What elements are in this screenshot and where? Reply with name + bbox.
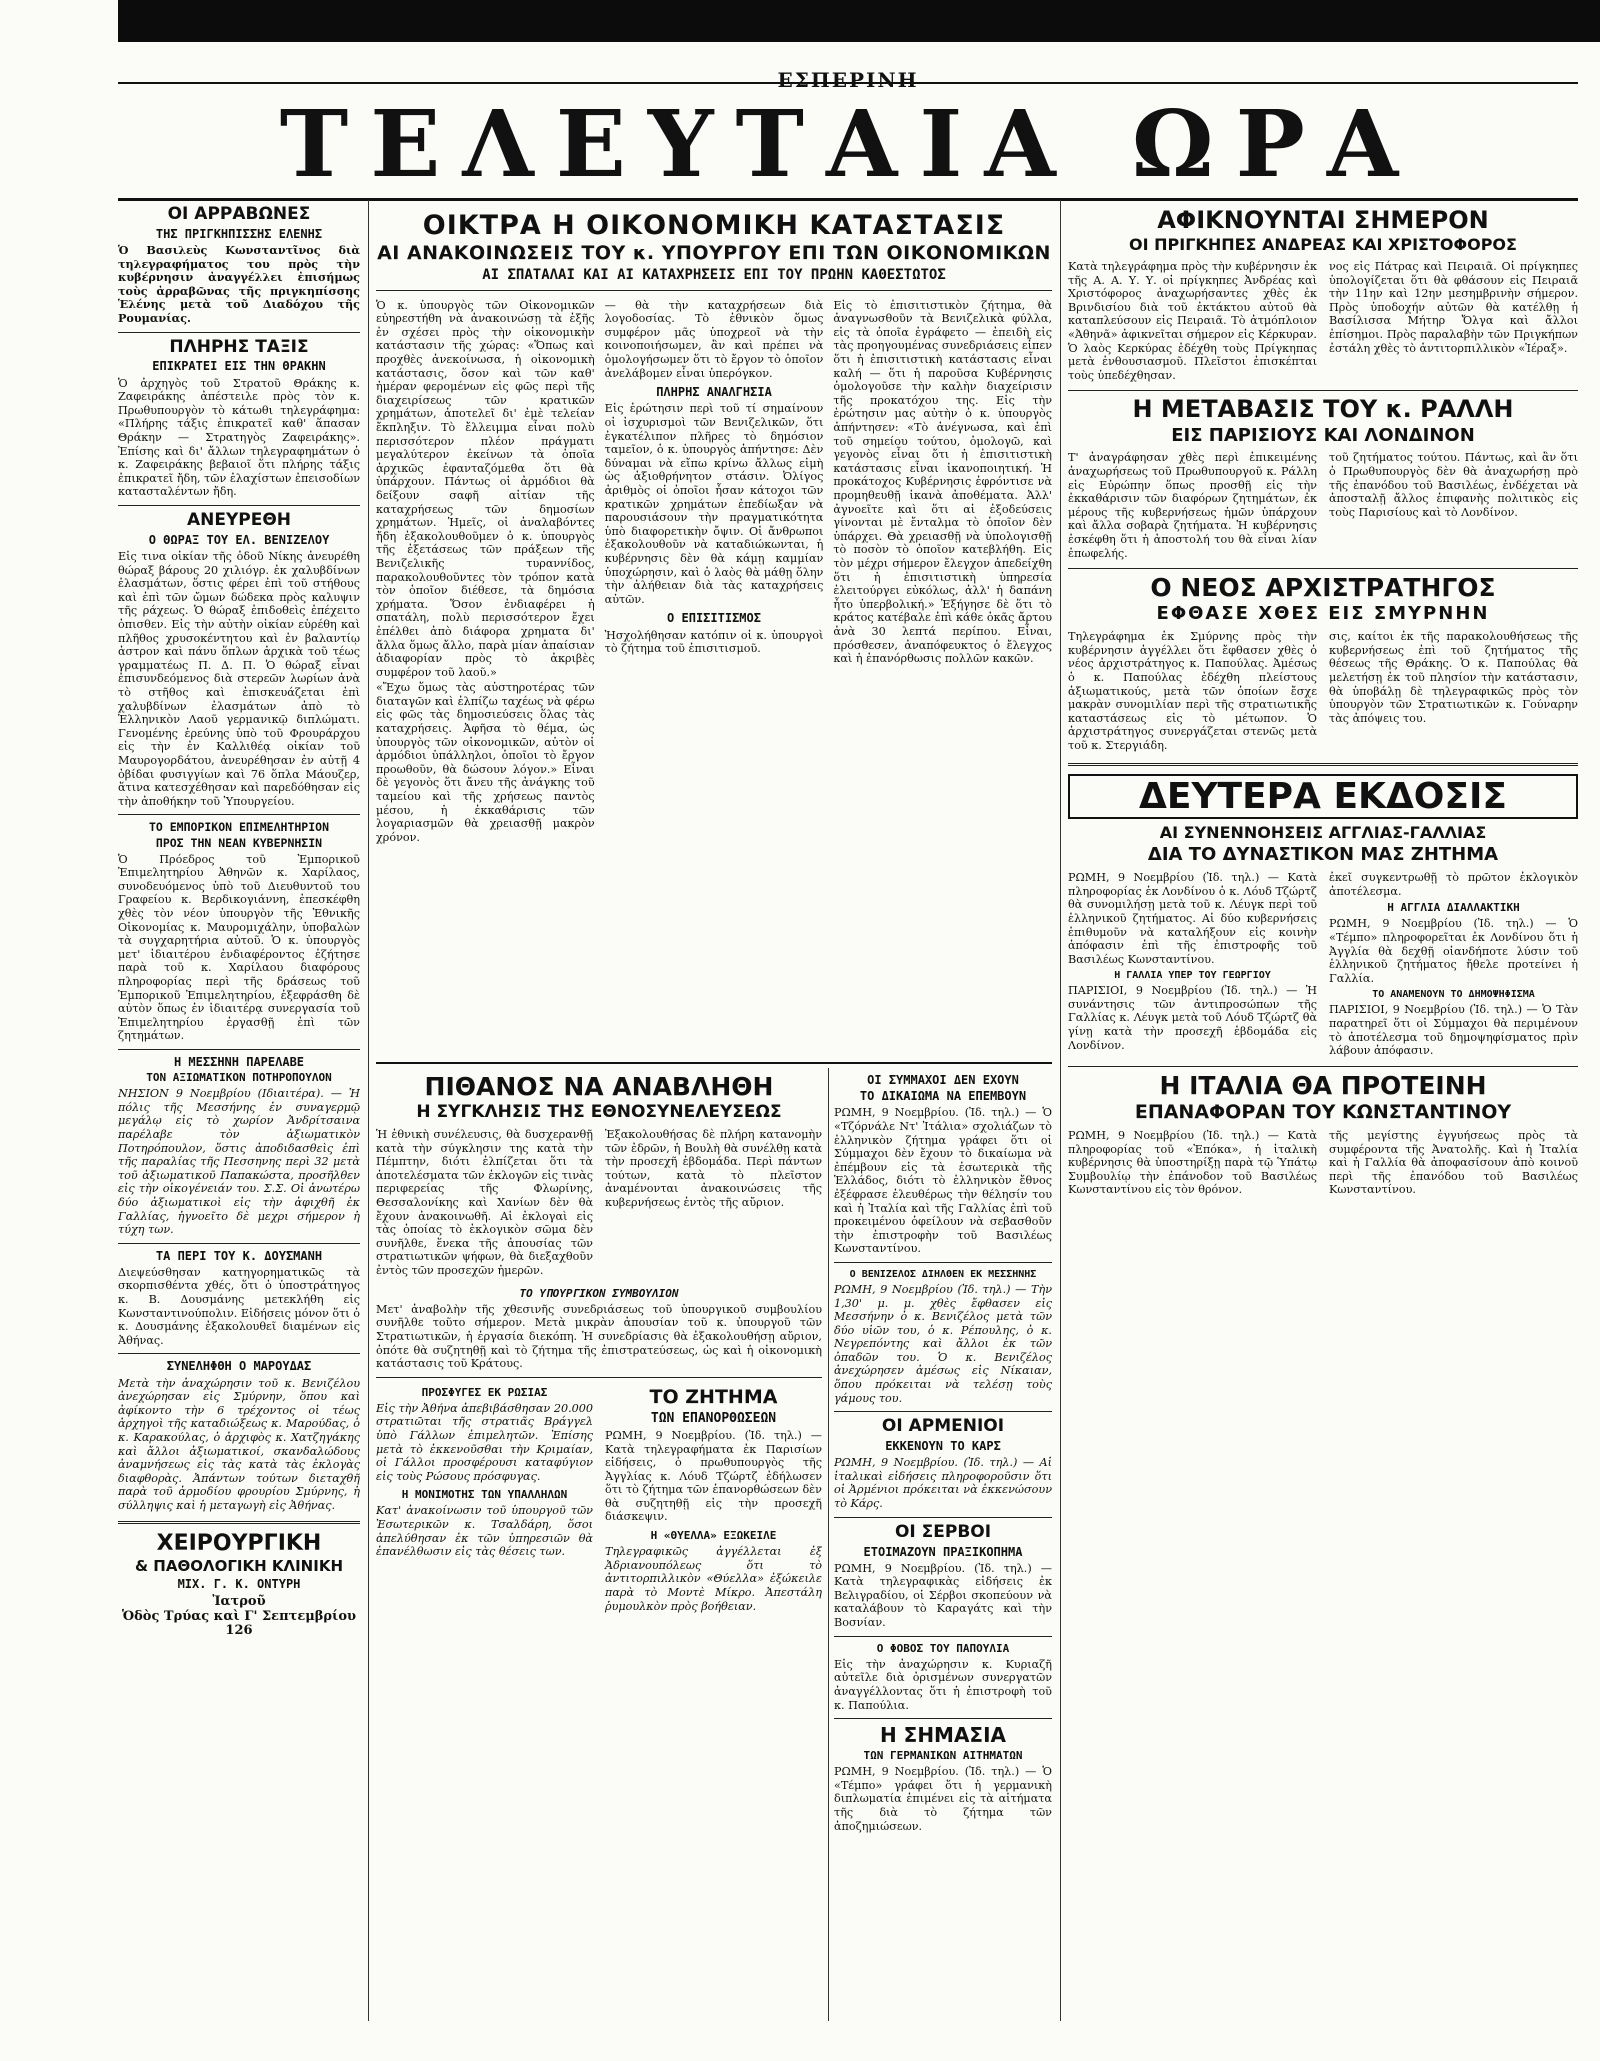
brief-text: Εἰς τὴν ἀναχώρησιν κ. Κυριαζῆ αὐτεῖλε διὰ ὀρισμένων συνεργατῶν ἀναγγέλλοντας ὅτι ἡ ἐπιστροφὴ τοῦ κ. Παπούλια. [834, 1657, 1052, 1712]
lead-title: ΟΙΚΤΡΑ Η ΟΙΚΟΝΟΜΙΚΗ ΚΑΤΑΣΤΑΣΙΣ [422, 210, 1006, 241]
article-title: ΑΝΕΥΡΕΘΗ [186, 509, 292, 530]
brief-title: ΟΙ ΑΡΜΕΝΙΟΙ [881, 1416, 1005, 1437]
article-text: Ὁ Πρόεδρος τοῦ Ἐμπορικοῦ Ἐπιμελητηρίου Ἀθηνῶν κ. Χαρίλαος, συνοδευόμενος ὑπὸ τοῦ Διευθυντοῦ του Γραφείου κ. Βερδικογιάννη, ἐπεσκέφθη χθὲς τὸν νέον ὑπουργὸν τῆς Ἐθνικῆς Οἰκονομίας κ. Μαυρομιχάλην, ὑποβαλὼν τὰ συγχαρητήρια αὐτοῦ. Ὁ κ. ὑπουργὸς μετ' ἰδιαιτέρου ἐνδιαφέροντος ἐζήτησε παρὰ τοῦ κ. Χαρίλαου διαφόρους πληροφορίας περὶ τῆς δράσεως τοῦ Ἐμπορικοῦ Ἐπιμελητηρίου, ἐξεφράσθη δὲ αὐτὸν ὅπως ἐν ἰδιαιτέρᾳ συνεργασία τοῦ Ἐπιμελητηρίου ἐργασθῇ ἐπὶ τῶν ζητημάτων. [118, 852, 360, 1043]
article-subtitle: ΠΡΟΣ ΤΗΝ ΝΕΑΝ ΚΥΒΕΡΝΗΣΙΝ [155, 835, 323, 850]
ad-address: Ὁδὸς Τρύας καὶ Γ' Σεπτεμβρίου 126 [121, 1609, 357, 1638]
article-title: Η ΜΕΤΑΒΑΣΙΣ ΤΟΥ κ. ΡΑΛΛΗ [1132, 395, 1514, 424]
article-subtitle: ΟΙ ΠΡΙΓΚΗΠΕΣ ΑΝΔΡΕΑΣ ΚΑΙ ΧΡΙΣΤΟΦΟΡΟΣ [1129, 235, 1517, 255]
article-subtitle: ΕΦΘΑΣΕ ΧΘΕΣ ΕΙΣ ΣΜΥΡΝΗΝ [1156, 603, 1490, 625]
article-title: Ο ΝΕΟΣ ΑΡΧΙΣΤΡΑΤΗΓΟΣ [1150, 573, 1496, 603]
brief-subtitle: ΤΩΝ ΓΕΡΜΑΝΙΚΩΝ ΑΙΤΗΜΑΤΩΝ [863, 1749, 1023, 1763]
brief-text: ΡΩΜΗ, 9 Νοεμβρίου. (Ἰδ. τηλ.) — Κατὰ τηλεγραφικὰς εἰδήσεις ἐκ Βελιγραδίου, οἱ Σέρβοι σκοπεύουν νὰ καταλάβουν τὸ Καραγάτς καὶ τὴν Βοσνίαν. [834, 1561, 1052, 1630]
lead-text: «Ἔχω ὅμως τὰς αὐστηροτέρας τῶν διαταγῶν καὶ ἐλπίζω ταχέως νὰ φέρω εἰς φῶς τὰς δημοσιεύσεις ὅλας τὰς καταχρήσεις. Ἀφῆσα τὸ θέμα, ὡς ὑπουργὸς τῶν οἰκονομικῶν, αὐτὸν οἱ ἀρμόδιοι ὑπάλληλοι, ὁποῖοι τὸ ἔργον προωθοῦν, θὰ δώσουν λόγον.» Εἶναι δὲ γεγονὸς ὅτι ἄνευ τῆς ἀνάγκης τοῦ ταμείου καὶ τῆς χρήσεως παντὸς μέσου, ἡ ἐκκαθάρισις τῶν λογαριασμῶν θὰ χρειασθῇ μακρὸν χρόνον. [376, 681, 595, 844]
article-block [376, 1068, 822, 2058]
section-title: ΤΟ ΖΗΤΗΜΑ [649, 1385, 778, 1408]
section-text: Τηλεγραφικῶς ἀγγέλλεται ἐξ Ἀδριανουπόλεως ὅτι τὸ ἀντιτορπιλλικὸν «Θύελλα» ἐξώκειλε παρὰ τὸ Μοντὲ Μίκρο. Ἀπεστάλη ῥυμουλκὸν πρὸς βοήθειαν. [605, 1545, 822, 1613]
article-text: Ὁ Βασιλεὺς Κωνσταντῖνος διὰ τηλεγραφήματος του πρὸς τὴν κυβέρνησιν ἀναγγέλλει ἐπισήμως τοὺς ἀρραβῶνας τῆς πριγκηπίσσης Ἑλένης μετὰ τοῦ Διαδόχου τῆς Ρουμανίας. [118, 243, 360, 325]
section-text: ΡΩΜΗ, 9 Νοεμβρίου. (Ἰδ. τηλ.) — Κατὰ τηλεγραφήματα ἐκ Παρισίων εἰδήσεις, ὁ πρωθυπουργὸς τῆς Ἀγγλίας κ. Λόυδ Τζώρτζ ἐδήλωσεν ὅτι τὸ ζήτημα τῶν ἐπανορθώσεων δὲν θὰ συζητηθῇ εἰς τὴν προσεχῆ διάσκεψιν. [605, 1428, 822, 1524]
article-text: ΝΗΣΙΟΝ 9 Νοεμβρίου (Ιδιαιτέρα). — Ἡ πόλις τῆς Μεσσήνης ἐν συναγερμῷ μεγάλῳ εἰς τὸ χωρίον Ἀνδρίτσαινα παρέλαβε τὸν ἀξιωματικὸν Ποτηρόπουλον, ὅστις ἀποδιδασθεὶς ἐπὶ τῆς παραλίας τῆς Πεσσηνης περὶ 32 μετὰ τοῦ ἀξιωματικοῦ Παπακώστα, προσῆλθεν εἰς τὴν οἰκογένειάν του. Σ.Σ. Οἱ ἀνωτέρω δύο ἀξιωματικοὶ εἰς τὴν ἀφιχθῆ ἐκ Γαλλίας, ἠγνοεῖτο δὲ μεχρι σήμερον ἡ τύχη των. [118, 1087, 360, 1237]
lead-text: Ὁ κ. ὑπουργὸς τῶν Οἰκονομικῶν εὐηρεστήθη νὰ ἀνακοινώσῃ τὰ ἑξῆς ἐν σχέσει πρὸς τὴν οἰκονομικὴν κατάστασιν τῆς χώρας: «Ὅπως καὶ προχθὲς ἀνεκοίνωσα, ἡ οἰκονομικὴ κατάστασις, ὅσον καὶ τῶν καθ' ἡμέραν φερομένων εἰς φῶς περὶ τῆς διαχειρίσεως τῶν κρατικῶν χρημάτων, ἀποτελεῖ δι' ἐμὲ τελείαν ἔκπληξιν. Τὸ ἔλλειμμα εἶναι πολὺ περισσότερον πλέον πράγματι μεγαλύτερον ἐκείνων τὰ ὁποῖα ἀρχικῶς ἐφανταζόμεθα ὅτι θὰ ὑπάρχουν. Πάντως οἱ ἀρμόδιοι θὰ δείξουν σαφῆ αἰτίαν τῆς καταχρήσεως τῶν δημοσίων χρημάτων. Ἡμεῖς, οἱ ἀναλαβόντες ἤδη ἐξακολουθοῦμεν ὁ κ. ὑπουργὸς τῆς ἐξετάσεως τῶν πράξεων τῆς Βενιζελικῆς τυραννίδος, παρακολουθοῦντες τὸν τρόπον κατὰ τὸν ὁποῖον διέθεσε, τὰ δημόσια χρήματα. Ὅσον ἐνδιαφέρει ἡ σπατάλη, πολὺ περισσότερον ἔχει ἐπέλθει ἀπὸ διάφορα χρηματα δι' ἄλλα ὅμως ἄλλο, παρὰ μίαν ἀπαίσιαν ἀδιαφορίαν πρὸς τὸ ἀκριβὲς συμφέρον τοῦ λαοῦ.» [376, 298, 595, 679]
article-title: ΑΙ ΣΥΝΕΝΝΟΗΣΕΙΣ ΑΓΓΛΙΑΣ-ΓΑΛΛΙΑΣ [1159, 823, 1487, 843]
divider [834, 1517, 1052, 1518]
article-title: ΟΙ ΑΡΡΑΒΩΝΕΣ [167, 204, 311, 224]
masthead-title: ΤΕΛΕΥΤΑΙΑ ΩΡΑ [279, 90, 1421, 198]
article-subtitle: ΤΟΝ ΑΞΙΩΜΑΤΙΚΟΝ ΠΟΤΗΡΟΠΟΥΛΟΝ [146, 1071, 332, 1085]
section-title: Η ΓΑΛΛΙΑ ΥΠΕΡ ΤΟΥ ΓΕΩΡΓΙΟΥ [1114, 970, 1271, 982]
article-subtitle: Η ΣΥΓΚΛΗΣΙΣ ΤΗΣ ΕΘΝΟΣΥΝΕΛΕΥΣΕΩΣ [416, 1102, 782, 1123]
section-title: ΤΟ ΑΝΑΜΕΝΟΥΝ ΤΟ ΔΗΜΟΨΗΦΙΣΜΑ [1372, 989, 1535, 1001]
divider [834, 1636, 1052, 1637]
news-briefs [834, 1068, 1052, 2058]
brief-subtitle: ΕΤΟΙΜΑΖΟΥΝ ΠΡΑΞΙΚΟΠΗΜΑ [863, 1544, 1023, 1559]
brief-text: ΡΩΜΗ, 9 Νοεμβρίου (Ἰδ. τηλ.) — Τὴν 1,30' μ. μ. χθὲς ἔφθασεν εἰς Μεσσήνην ὁ κ. Βενιζέλος μετὰ τῶν δύο υἱῶν του, ὁ κ. Ρέπουλης, ὁ κ. Νεγρεπόντης καὶ ἄλλοι ἐκ τῶν ὀπαδῶν του. Ὁ κ. Βενιζέλος ἀνεχώρησεν ἀμέσως εἰς Νίκαιαν, ὅπου πρόκειται νὰ τελέσῃ τοὺς γάμους του. [834, 1282, 1052, 1405]
article-text: ΡΩΜΗ, 9 Νοεμβρίου (Ἰδ. τηλ.) — Κατὰ πληροφορίας ἐκ Λονδίνου ὁ κ. Λόυδ Τζώρτζ θὰ συνομιλήσῃ μετὰ τοῦ κ. Λέυγκ περὶ τοῦ ἑλληνικοῦ ζητήματος. Αἱ δύο κυβερνήσεις ἐπιθυμοῦν νὰ καταλήξουν εἰς κοινὴν ἀπόφασιν ἐπὶ τῆς ἐπιστροφῆς τοῦ Βασιλέως Κωνσταντίνου. [1068, 871, 1317, 966]
section-text: Ἠσχολήθησαν κατόπιν οἱ κ. ὑπουργοὶ τὸ ζήτημα τοῦ ἐπισιτισμοῦ. [604, 628, 824, 656]
column-rule [368, 200, 369, 2021]
article-title: ΤΑ ΠΕΡΙ ΤΟΥ Κ. ΔΟΥΣΜΑΝΗ [155, 1248, 323, 1263]
section-text: ΠΑΡΙΣΙΟΙ, 9 Νοεμβρίου (Ἰδ. τηλ.) — Ὁ Τὰν παρατηρεῖ ὅτι οἱ Σύμμαχοι θὰ περιμένουν τὸ ἀποτέλεσμα τοῦ δημοψηφίσματος πρὶν λάβουν ἀπόφασιν. [1329, 1003, 1578, 1058]
article-title: ΤΟ ΕΜΠΟΡΙΚΟΝ ΕΠΙΜΕΛΗΤΗΡΙΟΝ [148, 820, 329, 835]
article-title: ΣΥΝΕΛΗΦΘΗ Ο ΜΑΡΟΥΔΑΣ [166, 1359, 312, 1374]
ad-subtitle: & ΠΑΘΟΛΟΓΙΚΗ ΚΛΙΝΙΚΗ [135, 1556, 343, 1575]
divider [118, 814, 360, 815]
divider [118, 1049, 360, 1050]
article-title: ΠΙΘΑΝΟΣ ΝΑ ΑΝΑΒΛΗΘΗ [424, 1072, 774, 1101]
section-title: ΠΡΟΣΦΥΓΕΣ ΕΚ ΡΩΣΙΑΣ [421, 1385, 548, 1399]
article-text: ΡΩΜΗ, 9 Νοεμβρίου (Ἰδ. τηλ.) — Κατὰ πληροφορίας τοῦ «Ἐπόκα», ἡ ἰταλικὴ κυβέρνησις θὰ ὑποστηρίξῃ παρὰ τῷ Ὑπάτῳ Συμβουλίῳ τὴν ἐπάνοδον τοῦ Βασιλέως Κωνσταντίνου εἰς τὸν θρόνον. [1068, 1128, 1317, 1197]
section-rule [376, 1062, 1052, 1064]
article-title: ΠΛΗΡΗΣ ΤΑΞΙΣ [169, 336, 309, 357]
article-subtitle: ΕΠΑΝΑΦΟΡΑΝ ΤΟΥ ΚΩΝΣΤΑΝΤΙΝΟΥ [1134, 1101, 1512, 1123]
article-subtitle: ΕΙΣ ΠΑΡΙΣΙΟΥΣ ΚΑΙ ΛΟΝΔΙΝΟΝ [1171, 424, 1475, 446]
section-text: ΡΩΜΗ, 9 Νοεμβρίου (Ἰδ. τηλ.) — Ὁ «Τέμπο» πληροφορεῖται ἐκ Λονδίνου ὅτι ἡ Ἀγγλία θὰ δεχθῇ οἱανδήποτε λύσιν τοῦ ἑλληνικοῦ ζητήματος ἤθελε προτείνει ἡ Γαλλία. [1329, 917, 1578, 985]
ad-name: ΜΙΧ. Γ. Κ. ΟΝΤΥΡΗ [177, 1577, 301, 1592]
article-text: Τηλεγράφημα ἐκ Σμύρνης πρὸς τὴν κυβέρνησιν ἀγγέλλει ὅτι ἔφθασεν χθὲς ὁ νέος ἀρχιστράτηγος κ. Παπούλας. Ἀμέσως ὁ κ. Παπούλας ἐδέχθη πλείστους ἀξιωματικούς, μετὰ τῶν ὁποίων ἔσχε μακρὰν συνομιλίαν περὶ τῆς στρατιωτικῆς καταστάσεως εἰς τὸ μέτωπον. Ὁ ἀρχιστράτηγος συνεργάζεται στενῶς μετὰ τοῦ κ. Στεργιάδη. [1068, 630, 1317, 753]
article-text: Τ' ἀναγράφησαν χθὲς περὶ ἐπικειμένης ἀναχωρήσεως τοῦ Πρωθυπουργοῦ κ. Ράλλη εἰς Εὐρώπην ὅπως προσθῇ εἰς τὴν ἐκκαθάρισιν τῶν διαφόρων ζητημάτων, ἐκ μέρους τῆς κυβερνήσεως ἡμῶν ὑπάρχουν καὶ ἄλλα σοβαρὰ ζητήματα. Ἡ κυβέρνησις ἐσκέφθη ὅτι ἡ ἀποστολή του θὰ εἶναι λίαν ἐπωφελής. [1068, 451, 1317, 560]
divider [118, 1243, 360, 1244]
divider [1068, 568, 1578, 569]
section-title: ΤΟ ΥΠΟΥΡΓΙΚΟΝ ΣΥΜΒΟΥΛΙΟΝ [519, 1286, 679, 1300]
divider [118, 332, 360, 333]
divider [1068, 763, 1578, 766]
article-text: τοῦ ζητήματος τούτου. Πάντως, καὶ ἂν ὅτι ὁ Πρωθυπουργὸς δὲν θὰ ἀναχωρήσῃ πρὸ τῆς ἐπανόδου τοῦ Βασιλέως, ἐνδέχεται νὰ ἀποσταλῇ ἄλλος ἐπιφανὴς πολιτικὸς εἰς τοὺς Παρισίους καὶ τὸ Λονδίνον. [1329, 451, 1578, 519]
article-subtitle: ΔΙΑ ΤΟ ΔΥΝΑΣΤΙΚΟΝ ΜΑΣ ΖΗΤΗΜΑ [1147, 844, 1499, 866]
brief-text: ΡΩΜΗ, 9 Νοεμβρίου. (Ἰδ. τηλ.) — Ὁ «Τζόρνάλε Ντ' Ἰτάλια» σχολιάζων τὸ ἑλληνικὸν ζήτημα γράφει ὅτι οἱ Σύμμαχοι δὲν ἔχουν τὸ δικαίωμα νὰ ἐπέμβουν εἰς τὰ ἐσωτερικὰ τῆς Ἑλλάδος, διότι τὸ ἑλληνικὸν ἔθνος ἐξέφρασε ἐλευθέρως τὴν θέλησίν του καὶ ἡ Ἰταλία καὶ τῆς Γαλλίας ἐπὶ τοῦ προκειμένου ὀφείλουν νὰ σεβασθοῦν τὴν ἐπιστροφὴν τοῦ Βασιλέως Κωνσταντίνου. [834, 1106, 1052, 1256]
brief-title: Ο ΒΕΝΙΖΕΛΟΣ ΔΙΗΛΘΕΝ ΕΚ ΜΕΣΣΗΝΗΣ [849, 1268, 1037, 1280]
section-text: ΠΑΡΙΣΙΟΙ, 9 Νοεμβρίου (Ἰδ. τηλ.) — Ἡ συνάντησις τῶν ἀντιπροσώπων τῆς Γαλλίας κ. Λέυγκ μετὰ τοῦ Λόυδ Τζώρτζ θὰ γίνῃ κατὰ τὴν προσεχῆ ἑβδομάδα εἰς Λονδίνον. [1068, 984, 1317, 1052]
article-text: ἐκεῖ συγκεντρωθῇ τὸ πρῶτον ἐκλογικὸν ἀποτέλεσμα. [1329, 871, 1578, 898]
lead-text: Εἰς τὸ ἐπισιτιστικὸν ζήτημα, θὰ ἀναγνωσθοῦν τὰ Βενιζελικὰ φύλλα, εἰς τὰ ὁποῖα ἐγράφετο — ἐπειδὴ εἰς τὰς προηγουμένας συνεδριάσεις εἶπεν ὅτι ἡ ἐπισιτιστικὴ κατάστασις εἶναι καλή — ὅτι ἡ παροῦσα Κυβέρνησις ὁμολογοῦσε τὴν καλὴν διαχείρισιν τῆς προκατόχου της. Εἰς τὴν ἐρώτησιν μας αὐτὴν ὁ κ. ὑπουργὸς ἀπήντησεν: «Τὸ ἀνέγνωσα, καὶ ἐπὶ τοῦ σημείου τούτου, ὁμολογῶ, καὶ γεγονὸς εἶναι ὅτι ἡ ἐπισιτιστικὴ κατάστασις εἶναι ἱκανοποιητική. Ἡ προκάτοχος Κυβέρνησις ἐφρόντισε νὰ προμηθευθῇ ἱκανὰ ἀποθέματα. Ἀλλ' ἀγνοεῖτε καὶ ὅτι αἱ ἐξοδεύσεις γίνονται μὲ ἔνταλμα τὸ ὁποῖον δὲν ὑπάρχει. Θὰ χρειασθῇ νὰ ὑπολογισθῇ τὸ ποσὸν τὸ ὁποῖον κατεβλήθη. Εἰς τὸν μέχρι σήμερον ἔλεγχον ἀπεδείχθη ὅτι ἡ ἐπισιτιστικὴ ὑπηρεσία ἐλειτούργει εὐκόλως, ἀλλ' ἡ δαπάνη ἦτο ὑπερβολική.» Ἐξήγησε δὲ ὅτι τὸ κράτος κατέβαλε ἐπὶ κάθε ὀκᾶς ἄρτου ἀνὰ 30 λεπτά περίπου. Εἶναι, πρόσθεσεν, ἀναπόφευκτος ὁ ἔλεγχος καὶ ἡ ἐπανόρθωσις πολλῶν κακῶν. [833, 298, 1052, 666]
article-text: Ἐξακολουθήσας δὲ πλήρη κατανομὴν τῶν ἐδρῶν, ἡ Βουλὴ θὰ συνέλθῃ κατὰ τὴν προσεχῆ ἑβδομάδα. Περὶ πάντων τούτων, κατὰ τὸ πλεῖστον ἀναμένονται ἀνακοινώσεις τῆς κυβερνήσεως ἐντὸς τῆς αὔριον. [605, 1128, 822, 1210]
section-text: Εἰς τὴν Ἀθήνα ἀπεβιβάσθησαν 20.000 στρατιῶται τῆς στρατιᾶς Βράγγελ ὑπὸ Γάλλων ἐπιμελητῶν. Ἐπίσης μετὰ τὸ ἐκκενοῦσθαι τὴν Κριμαίαν, οἱ Γάλλοι προσφέρουσι καταφύγιον εἰς τοὺς Ρώσους πρόσφυγας. [376, 1401, 593, 1483]
divider [376, 290, 1052, 291]
article-subtitle: Ο ΘΩΡΑΞ ΤΟΥ ΕΛ. ΒΕΝΙΖΕΛΟΥ [148, 532, 330, 547]
second-edition-banner: ΔΕΥΤΕΡΑ ΕΚΔΟΣΙΣ [1068, 774, 1578, 820]
article-text: Ὁ ἀρχηγὸς τοῦ Στρατοῦ Θράκης κ. Ζαφειράκης ἀπέστειλε πρὸς τὸν κ. Πρωθυπουργὸν τὸ κάτωθι τηλεγράφημα: «Πλήρης τάξις ἐπικρατεῖ καθ' ἅπασαν Θράκην — Στρατηγὸς Ζαφειράκης». Ἐπίσης καὶ δι' ἄλλων τηλεγραφημάτων ὁ κ. Ζαφειράκης βεβαιοῖ ὅτι πλήρης τάξις ἐπικρατεῖ ἤδη, τῶν ἐλαχίστων ἐπεισοδίων κατασταλέντων ἤδη. [118, 376, 360, 499]
brief-title: Ο ΦΟΒΟΣ ΤΟΥ ΠΑΠΟΥΛΙΑ [876, 1641, 1010, 1655]
divider [834, 1718, 1052, 1719]
ad-title: ΧΕΙΡΟΥΡΓΙΚΗ [156, 1530, 322, 1556]
section-title: Ο ΕΠΙΣΙΤΙΣΜΟΣ [667, 611, 761, 626]
lead-subtitle: ΑΙ ΑΝΑΚΟΙΝΩΣΕΙΣ ΤΟΥ κ. ΥΠΟΥΡΓΟΥ ΕΠΙ ΤΩΝ ΟΙΚΟΝΟΜΙΚΩΝ [377, 242, 1051, 265]
brief-text: ΡΩΜΗ, 9 Νοεμβρίου. (Ἰδ. τηλ.) — Αἱ ἰταλικαὶ εἰδήσεις πληροφοροῦσιν ὅτι οἱ Ἀρμένιοι πρόκειται νὰ ἐκκενώσουν τὸ Κάρς. [834, 1456, 1052, 1511]
brief-subtitle: ΕΚΚΕΝΟΥΝ ΤΟ ΚΑΡΣ [885, 1439, 1001, 1454]
article-title: Η ΜΕΣΣΗΝΗ ΠΑΡΕΛΑΒΕ [173, 1054, 305, 1069]
article-text: τῆς μεγίστης ἐγγυήσεως πρὸς τὰ συμφέροντα τῆς Ἀνατολῆς. Καὶ ἡ Ἰταλία καὶ ἡ Γαλλία θὰ ἀποφασίσουν ἀπὸ κοινοῦ περὶ τῆς ἐπανόδου τοῦ Βασιλέως Κωνσταντίνου. [1329, 1128, 1578, 1197]
brief-text: ΡΩΜΗ, 9 Νοεμβρίου. (Ἰδ. τηλ.) — Ὁ «Τέμπο» γράφει ὅτι ἡ γερμανικὴ διπλωματία ἐπιμένει εἰς τὰ αἰτήματα τῆς διὰ τὸ ζήτημα τῶν ἀποζημιώσεων. [834, 1765, 1052, 1833]
article-text: Εἰς τινα οἰκίαν τῆς ὁδοῦ Νίκης ἀνευρέθη θώραξ βάρους 20 χιλιόγρ. ἐκ χαλυβδίνων ἐλασμάτων, ὅστις φέρει ἐπὶ τοῦ στήθους καὶ ἐπὶ τῶν ὤμων δώδεκα πρὸς καλυψιν τῆς ράχεως. Ὁ θώραξ ἐπιδοθεὶς ἐπέχειτο ὁπισθεν. Εἰς τὴν αὐτὴν οἰκίαν εὑρέθη καὶ πλῆθος χρυσοκέντητου καὶ ἐν βαλαντίῳ ἁστρον καὶ πάνυ ὅπλων ἀρχικὰ τοῦ τέως γραμματέως Π. Δ. Π. Ὁ θώραξ εἶναι ἐπισυνδεόμενος διὰ στερεῶν λωρίων ἀνὰ τὸ στῆθος καὶ ἐπισκευάζεται ἐπὶ χαλυβδίνων ἐλασμάτων ἀπὸ τὸ Ἑλληνικὸν Λαοῦ γερμανικῷ διπλώματι. Γενομένης ἐρεύνης ὑπὸ τοῦ Φρουράρχου εἰς τὴν ἐν Καλλιθέᾳ οἰκίαν τοῦ Μαυρογορδάτου, ἀνευρέθησαν ἐν αὐτῇ 4 ὀβίδαι φυσιγγίων καὶ 76 ὅπλα Μάουζερ, ἅτινα κατεσχέθησαν καὶ παρεδόθησαν εἰς τὴν ἀποθήκην τοῦ Ὑπουργείου. [118, 550, 360, 808]
article-text: σις, καίτοι ἐκ τῆς παρακολουθήσεως τῆς κυβερνήσεως ἐπὶ τοῦ ζητήματος τῆς θέσεως τῆς Θράκης. Ὁ κ. Παπούλας θὰ μελετήσῃ ἐκ τοῦ πλησίον τὴν κατάστασιν, θὰ ὑποβάλῃ δὲ τηλεγραφικῶς πρὸς τὸν ὑπουργὸν τῶν Στρατιωτικῶν κ. Γούναρην τὰς ἀπόψεις του. [1329, 630, 1578, 725]
divider [1068, 1066, 1578, 1067]
article-text: Κατὰ τηλεγράφημα πρὸς τὴν κυβέρνησιν ἐκ τῆς Α. Α. Υ. Υ. οἱ πρίγκηπες Ἀνδρέας καὶ Χριστόφορος ἀναχωρήσαντες χθὲς ἐκ Βρινδισίου διὰ τοῦ ἐκτάκτου αὐτοῦ θὰ καταπλεύσουν εἰς Πειραιᾶ. Τὸ ἀτμόπλοιον «Ἀθηνᾶ» ἀφικνεῖται σήμερον εἰς Κέρκυραν. Ὁ λαὸς Κερκύρας ἐδέχθη τοὺς Πρίγκηπας μετὰ ἐνθουσιασμοῦ. Πλεῖστοι ἐπισκέπται τοὺς ὑπεδέχθησαν. [1068, 259, 1317, 382]
article-title: ΑΦΙΚΝΟΥΝΤΑΙ ΣΗΜΕΡΟΝ [1157, 206, 1489, 234]
section-title: Η ΜΟΝΙΜΟΤΗΣ ΤΩΝ ΥΠΑΛΛΗΛΩΝ [401, 1488, 568, 1502]
top-black-bar [118, 0, 1600, 42]
ad-role: Ἰατροῦ [212, 1593, 266, 1609]
article-title: Η ΙΤΑΛΙΑ ΘΑ ΠΡΟΤΕΙΝΗ [1159, 1070, 1487, 1100]
brief-title: Η ΣΗΜΑΣΙΑ [879, 1723, 1007, 1748]
right-column [1068, 200, 1578, 2058]
lead-subtitle-2: ΑΙ ΣΠΑΤΑΛΑΙ ΚΑΙ ΑΙ ΚΑΤΑΧΡΗΣΕΙΣ ΕΠΙ ΤΟΥ ΠΡΩΗΝ ΚΑΘΕΣΤΩΤΟΣ [482, 267, 946, 284]
article-text: νος εἰς Πάτρας καὶ Πειραιᾶ. Οἱ πρίγκηπες ὑπολογίζεται ὅτι θὰ φθάσουν εἰς Πειραιᾶ τὴν 11ην καὶ 12ην μεσημβρινὴν σήμερον. Πρὸς ὑποδοχήν αὐτῶν θὰ κατέλθῃ ἡ Βασίλισσα Μήτηρ Ὄλγα καὶ ἄλλοι ἐπίσημοι. Πρὸς παραλαβὴν τῶν Πριγκήπων ἐστάλη χθὲς τὸ ἀντιτορπιλλικὸν «Ἱέραξ». [1329, 259, 1578, 355]
brief-title: ΟΙ ΣΥΜΜΑΧΟΙ ΔΕΝ ΕΧΟΥΝ [867, 1073, 1019, 1087]
section-text: Εἰς ἐρώτησιν περὶ τοῦ τί σημαίνουν οἱ ἰσχυρισμοὶ τῶν Βενιζελικῶν, ὅτι ἐγκατέλιπον πλῆρες τὸ δημόσιον ταμεῖον, ὁ κ. ὑπουργὸς ἀπήντησε: Δὲν δύναμαι νὰ εἴπω κρίνω ἄλλως εἰμὴ ὡς ἀξιοθρήνητον στάσιν. Ὀλίγος ἀριθμὸς οἱ ὁποῖοι ἦσαν κάτοχοι τῶν κρατικῶν χρημάτων ἐπεδίωξαν νὰ παρουσιάσουν τὴν πραγματικότητα ὑπὸ διαφορετικὴν ὄψιν. Οἱ ἄνθρωποι ἐξακολουθοῦν νὰ καταδιώκωνται, ἡ κυβέρνησις δὲν θὰ κάμῃ καμμίαν ὑποχώρησιν, καὶ ὁ λαὸς θὰ μάθῃ ὅλην τὴν ἀλήθειαν διὰ τὰς καταχρήσεις αὐτῶν. [604, 402, 824, 606]
lead-text: — θὰ τὴν καταχρήσεων διὰ λογοδοσίας. Τὸ ἐθνικὸν ὅμως συμφέρον μᾶς ὑποχρεοῖ νὰ τὴν κοινοποιήσωμεν, ἂν καὶ πρέπει νὰ ὁμολογήσωμεν ὅτι τὸ ἔργον τὸ ὁποῖον ἀνελάβομεν εἶναι ὑπερόγκον. [604, 298, 824, 380]
divider [118, 505, 360, 506]
divider [834, 1411, 1052, 1412]
article-subtitle: ΕΠΙΚΡΑΤΕΙ ΕΙΣ ΤΗΝ ΘΡΑΚΗΝ [152, 359, 326, 374]
section-text: Μετ' ἀναβολὴν τῆς χθεσινῆς συνεδριάσεως τοῦ ὑπουργικοῦ συμβουλίου συνῆλθε τοῦτο σήμερον. Μετὰ μικρὰν ἀπουσίαν τοῦ κ. ὑπουργοῦ τῶν Στρατιωτικῶν, ἡ ἐργασία διεκόπη. Ἡ συνεδρίασις θὰ ἐξακολουθήσῃ αὔριον, ὁπότε θὰ συζητηθῇ καὶ τὸ ζήτημα τῆς ἐπιστρατεύσεως, ὡς καὶ ἡ οἰκονομικὴ κατάστασις τοῦ Κράτους. [376, 1302, 822, 1371]
lead-story [376, 200, 1052, 1060]
section-title: Η ΑΓΓΛΙΑ ΔΙΑΛΛΑΚΤΙΚΗ [1387, 901, 1520, 915]
divider [376, 1377, 822, 1378]
column-rule [1060, 200, 1061, 2021]
article-subtitle: ΤΗΣ ΠΡΙΓΚΗΠΙΣΣΗΣ ΕΛΕΝΗΣ [155, 226, 323, 241]
section-text: Κατ' ἀνακοίνωσιν τοῦ ὑπουργοῦ τῶν Ἐσωτερικῶν κ. Τσαλδάρη, ὅσοι ἀπελύθησαν ἐκ τῶν ὑπηρεσιῶν θὰ ἐπανέλθωσιν εἰς τὰς θέσεις των. [376, 1504, 593, 1559]
article-text: Μετὰ τὴν ἀναχώρησιν τοῦ κ. Βενιζέλου ἀνεχώρησαν εἰς Σμύρνην, ὅπου καὶ ἀφίκοντο τὴν 6 τρέχοντος οἱ τέως ἀρχηγοὶ τῆς καταδιώξεως κ. Μαρούδας, ὁ κ. Καρακούλας, ὁ ἀρχιφὸς κ. Χατζηγάκης καὶ ἄλλοι ἀξιωματικοί, σκανδαλώδους ἀναμνήσεως εἰς τὰς κατὰ τὰς ἐκλογὰς διαφθορὰς. Ἀπάντων τούτων διεταχθῆ παρὰ τοῦ ἁρμοδίου φρουρίου Σμύρνης, ἡ σύλληψις καὶ ἡ μεταγωγὴ εἰς Ἀθήνας. [118, 1376, 360, 1512]
brief-title: ΟΙ ΣΕΡΒΟΙ [894, 1521, 992, 1542]
divider [118, 1353, 360, 1354]
section-title: Η «ΘΥΕΛΛΑ» ΕΞΩΚΕΙΛΕ [650, 1529, 777, 1543]
divider [834, 1262, 1052, 1263]
left-column [118, 200, 360, 2061]
masthead-rule [118, 82, 1578, 84]
divider [118, 1521, 360, 1524]
divider [1068, 390, 1578, 391]
article-text: Διεψεύσθησαν κατηγορηματικῶς τὰ σκορπισθέντα χθές, ὅτι ὁ ὑποστράτηγος κ. Β. Δουσμάνης μετεκλήθη εἰς Κωνσταντινούπολιν. Εἰδήσεις μόνον ὅτι ὁ κ. Δουσμάνης ἐξακολουθεῖ διαμένων εἰς Ἀθήνας. [118, 1265, 360, 1347]
masthead-subtitle: ΕΣΠΕΡΙΝΗ [777, 68, 919, 92]
column-rule [828, 1068, 829, 2021]
article-text: Ἡ ἐθνικὴ συνέλευσις, θὰ δυσχερανθῇ κατὰ τὴν σύγκλησιν της κατὰ τὴν Πέμπτην, διότι ἐλπίζεται ὅτι τὰ ἀποτελέσματα τῶν ἐκλογῶν εἰς τινὰς περιφερείας τῆς Φλωρίνης, Θεσσαλονίκης καὶ Χανίων δὲν θὰ ἔχουν ἀνακοινωθῆ. Αἱ ἐκλογαὶ εἰς τὰς ὁποίας τὸ ἐκλογικὸν σῶμα δὲν συνῆλθε, ἕνεκα τῆς ἀπουσίας τῶν στρατιωτικῶν ψήφων, θὰ διεξαχθοῦν ἐντὸς τῶν προσεχῶν ἡμερῶν. [376, 1128, 593, 1278]
brief-subtitle: ΤΟ ΔΙΚΑΙΩΜΑ ΝΑ ΕΠΕΜΒΟΥΝ [859, 1089, 1027, 1104]
section-subtitle: ΤΩΝ ΕΠΑΝΟΡΘΩΣΕΩΝ [650, 1410, 777, 1426]
section-title: ΠΛΗΡΗΣ ΑΝΑΛΓΗΣΙΑ [656, 385, 772, 400]
